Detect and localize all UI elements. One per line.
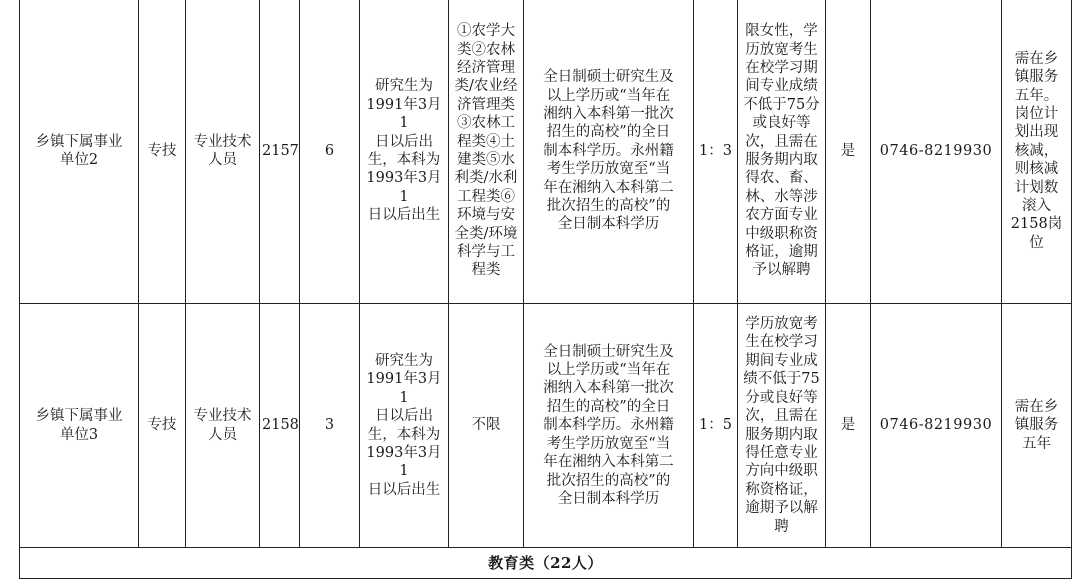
exam-cell: 是: [826, 0, 871, 304]
post-category-cell: 专技: [139, 0, 186, 304]
remark-cell: 需在乡 镇服务 五年。 岗位计 划出现 核减， 则核减 计划数 滚入 2158岗 位: [1002, 0, 1072, 304]
age-requirement-cell: 研究生为 1991年3月1 日以后出 生，本科为 1993年3月1 日以后出生: [360, 304, 449, 548]
count-cell: 3: [300, 304, 360, 548]
major-requirement-cell: ①农学大 类②农林 经济管理 类/农业经 济管理类 ③农林工 程类④土 建类⑤水 利类/水利 工程类⑥ 环境与安 全类/环境 科学与工 程类: [449, 0, 524, 304]
recruitment-table: [19, 0, 1072, 579]
phone-cell: 0746-8219930: [871, 0, 1002, 304]
post-code-cell: 2158: [260, 304, 300, 548]
table-row: [20, 0, 1072, 304]
count-cell: 6: [300, 0, 360, 304]
major-requirement-cell: 不限: [449, 304, 524, 548]
section-heading: 教育类（22人）: [20, 548, 1072, 579]
unit-cell: 乡镇下属事业 单位3: [20, 304, 139, 548]
other-requirement-cell: 学历放宽考 生在校学习 期间专业成 绩不低于75 分或良好等 次，且需在 服务期内取 得任意专业 方向中级职 称资格证， 逾期予以解 聘: [738, 304, 826, 548]
post-code-cell: 2157: [260, 0, 300, 304]
ratio-cell: 1：5: [694, 304, 738, 548]
education-requirement-cell: 全日制硕士研究生及 以上学历或“当年在 湘纳入本科第一批次 招生的高校”的全日 制本科学历。永州籍 考生学历放宽至“当 年在湘纳入本科第二 批次招生的高校”的 全日制本科学历: [524, 304, 694, 548]
phone-cell: 0746-8219930: [871, 304, 1002, 548]
section-heading-row: [20, 548, 1072, 579]
post-type-cell: 专业技术 人员: [186, 304, 260, 548]
age-requirement-cell: 研究生为 1991年3月1 日以后出 生，本科为 1993年3月1 日以后出生: [360, 0, 449, 304]
ratio-cell: 1：3: [694, 0, 738, 304]
unit-cell: 乡镇下属事业 单位2: [20, 0, 139, 304]
table-row: [20, 304, 1072, 548]
remark-cell: 需在乡 镇服务 五年: [1002, 304, 1072, 548]
other-requirement-cell: 限女性，学 历放宽考生 在校学习期 间专业成绩 不低于75分 或良好等 次，且需在 服务期内取 得农、畜、 林、水等涉 农方面专业 中级职称资 格证，逾期 予以解聘: [738, 0, 826, 304]
exam-cell: 是: [826, 304, 871, 548]
post-category-cell: 专技: [139, 304, 186, 548]
education-requirement-cell: 全日制硕士研究生及 以上学历或“当年在 湘纳入本科第一批次 招生的高校”的全日 制本科学历。永州籍 考生学历放宽至“当 年在湘纳入本科第二 批次招生的高校”的 全日制本科学历: [524, 0, 694, 304]
post-type-cell: 专业技术 人员: [186, 0, 260, 304]
